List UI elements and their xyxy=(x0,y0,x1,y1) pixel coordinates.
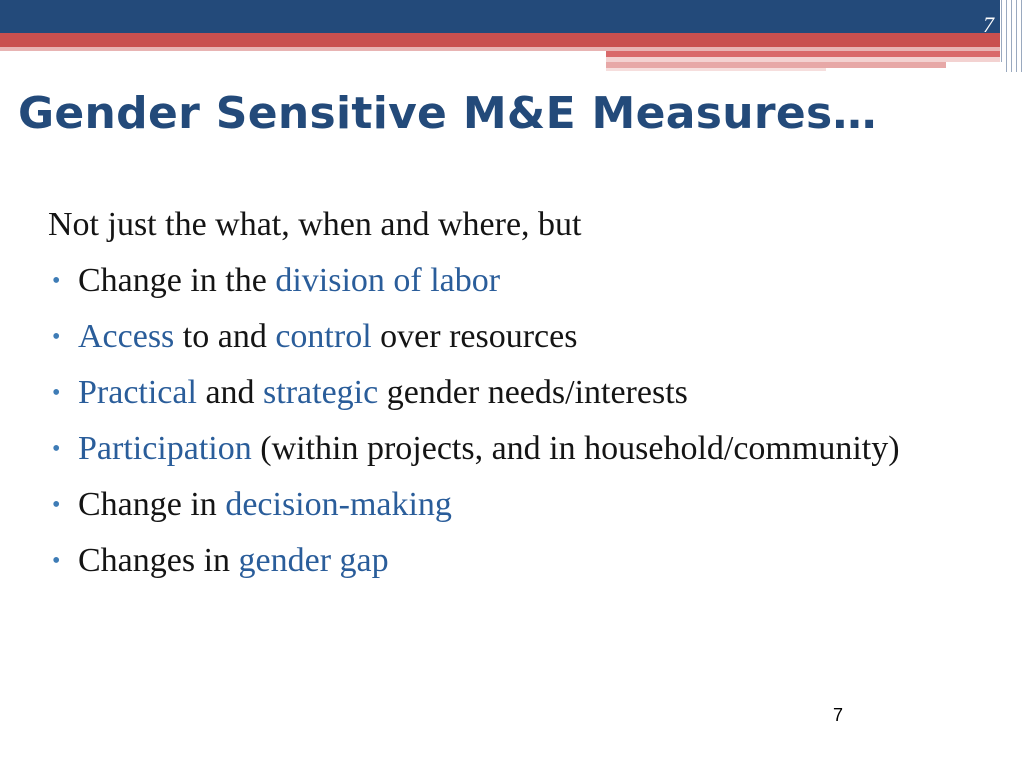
bullet-item xyxy=(48,372,948,414)
intro-text: Not just the what, when and where, but xyxy=(48,206,582,243)
bullet-icon: • xyxy=(52,380,61,406)
bullet-text: over resources xyxy=(371,318,578,355)
bullet-text: to and xyxy=(174,318,276,355)
bullet-text: Change in the xyxy=(78,262,276,299)
bullet-text: (within projects, and in household/community) xyxy=(251,430,900,467)
bullet-highlight: decision-making xyxy=(225,486,452,523)
bullet-item xyxy=(48,484,948,526)
bullet-icon: • xyxy=(52,324,61,350)
header-vertical-line xyxy=(1021,0,1022,72)
bullet-icon: • xyxy=(52,548,61,574)
bullet-item xyxy=(48,540,948,582)
bullet-list xyxy=(48,260,948,582)
bullet-highlight: control xyxy=(275,318,372,355)
bullet-item xyxy=(48,316,948,358)
bullet-item xyxy=(48,260,948,302)
bullet-text: and xyxy=(196,374,264,411)
bullet-item xyxy=(48,428,948,470)
bullet-icon: • xyxy=(52,492,61,518)
slide-title: Gender Sensitive M&E Measures… xyxy=(18,88,877,139)
slide-body xyxy=(48,204,948,596)
header-band-red xyxy=(0,33,1000,47)
footer-page-number: 7 xyxy=(832,705,843,725)
bullet-highlight: strategic xyxy=(263,374,379,411)
bullet-text: Changes in xyxy=(78,542,239,579)
bullet-highlight: Participation xyxy=(78,430,252,467)
header-page-number: 7 xyxy=(983,12,994,37)
bullet-highlight: Access xyxy=(78,318,175,355)
header-vertical-line xyxy=(1006,0,1007,72)
header-band-step xyxy=(606,68,826,71)
bullet-highlight: Practical xyxy=(78,374,197,411)
bullet-text: gender needs/interests xyxy=(378,374,688,411)
bullet-icon: • xyxy=(52,268,61,294)
header-band-navy xyxy=(0,0,1000,33)
bullet-icon: • xyxy=(52,436,61,462)
bullet-highlight: division of labor xyxy=(275,262,501,299)
header-vertical-line xyxy=(1001,0,1002,62)
bullet-highlight: gender gap xyxy=(238,542,389,579)
header-vertical-line xyxy=(1011,0,1012,72)
header-vertical-line xyxy=(1016,0,1017,72)
bullet-text: Change in xyxy=(78,486,226,523)
